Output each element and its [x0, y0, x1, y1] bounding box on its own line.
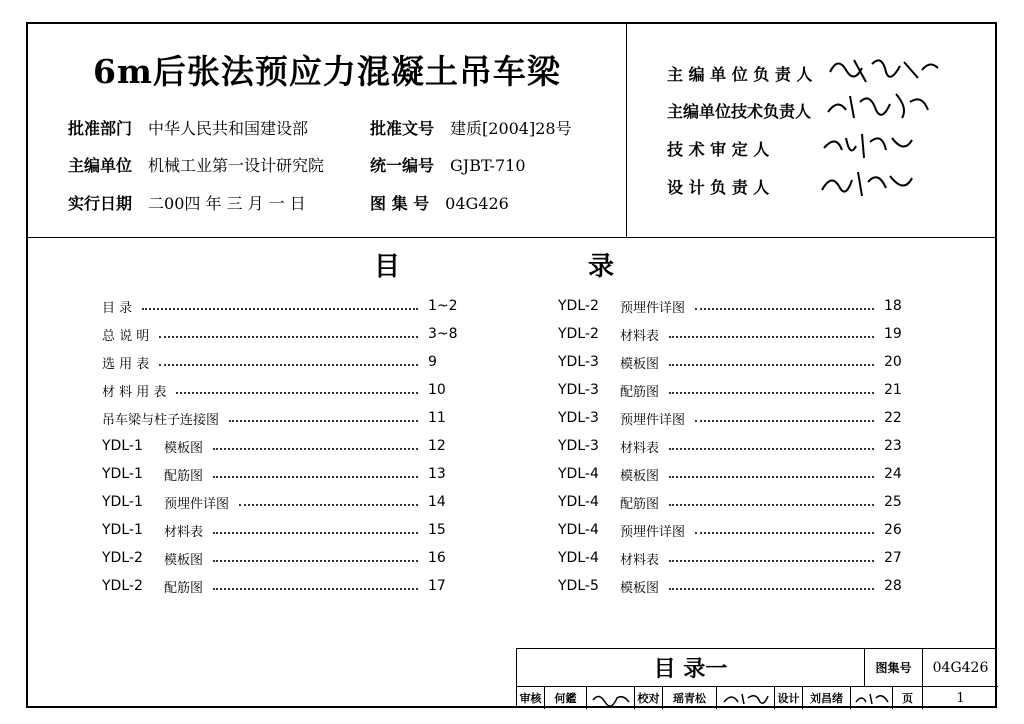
- toc-item[interactable]: [102, 572, 462, 600]
- toc-item[interactable]: [558, 488, 918, 516]
- check-label: 校对: [635, 687, 663, 709]
- review-name: 何鑑: [545, 687, 587, 709]
- atlas-title: 6m后张法预应力混凝土吊车梁: [93, 52, 561, 91]
- check-signature-mark: [722, 690, 770, 706]
- toc-item-code: YDL-3: [558, 438, 599, 454]
- toc-item-name: 材料表: [164, 524, 204, 540]
- review-signature-mark: [591, 690, 631, 706]
- toc-item[interactable]: [558, 348, 918, 376]
- toc-item-code: YDL-1: [102, 466, 143, 482]
- toc-item-page: 15: [428, 522, 446, 538]
- toc-item-code: YDL-4: [558, 466, 599, 482]
- toc-item[interactable]: [102, 432, 462, 460]
- info-label: 实行日期: [68, 194, 133, 213]
- resp-design-head: 设 计 负 责 人: [667, 178, 770, 197]
- toc-item-page: 26: [884, 522, 902, 538]
- toc-item[interactable]: [102, 376, 462, 404]
- toc-item[interactable]: [558, 432, 918, 460]
- toc-right-column: [558, 292, 918, 600]
- toc-item-page: 27: [884, 550, 902, 566]
- toc-item-code: YDL-3: [558, 410, 599, 426]
- review-label: 审核: [517, 687, 545, 709]
- title-block: [516, 648, 997, 708]
- toc-item-name: 目 录: [102, 300, 133, 316]
- info-value: 04G426: [445, 194, 509, 213]
- check-name: 瑶青松: [663, 687, 717, 709]
- atlas-no-label: 图集号: [865, 649, 923, 687]
- toc-item-page: 19: [884, 326, 902, 342]
- toc-item-name: 预埋件详图: [620, 412, 686, 428]
- info-label: 图 集 号: [370, 194, 430, 213]
- toc-left-column: [102, 292, 462, 600]
- toc-item-name: 配筋图: [620, 384, 660, 400]
- toc-item-name: 模板图: [620, 356, 660, 372]
- toc-item[interactable]: [102, 488, 462, 516]
- toc-item-name: 预埋件详图: [620, 300, 686, 316]
- toc-item-page: 16: [428, 550, 446, 566]
- info-effective-date: [68, 191, 306, 214]
- page-number: 1: [956, 690, 965, 706]
- toc-item-page: 22: [884, 410, 902, 426]
- design-label: 设计: [775, 687, 803, 709]
- info-value: 建质[2004]28号: [450, 119, 572, 138]
- toc-item-page: 14: [428, 494, 446, 510]
- sheet-title: 目 录一: [517, 649, 865, 687]
- toc-item-name: 材料表: [620, 328, 660, 344]
- toc-item-name: 吊车梁与柱子连接图: [102, 412, 220, 428]
- toc-item-name: 配筋图: [620, 496, 660, 512]
- toc-item-name: 模板图: [620, 468, 660, 484]
- toc-item[interactable]: [102, 404, 462, 432]
- info-label: 批准文号: [370, 119, 435, 138]
- toc-item[interactable]: [558, 516, 918, 544]
- toc-item-name: 配筋图: [164, 580, 204, 596]
- toc-item[interactable]: [558, 404, 918, 432]
- toc-item-name: 模板图: [164, 552, 204, 568]
- toc-item-code: YDL-3: [558, 382, 599, 398]
- resp-chief-tech-head: 主编单位技术负责人: [667, 102, 812, 121]
- resp-chief-unit-head: 主 编 单 位 负 责 人: [667, 65, 813, 84]
- toc-item-code: YDL-4: [558, 550, 599, 566]
- toc-item-code: YDL-1: [102, 494, 143, 510]
- atlas-no-value: 04G426: [923, 649, 998, 687]
- toc-item[interactable]: [102, 460, 462, 488]
- toc-item-page: 20: [884, 354, 902, 370]
- toc-item[interactable]: [558, 376, 918, 404]
- toc-item-code: YDL-1: [102, 438, 143, 454]
- toc-item-page: 9: [428, 354, 437, 370]
- info-label: 批准部门: [68, 119, 133, 138]
- toc-heading-left: 目: [374, 252, 401, 282]
- design-signature: [851, 687, 893, 709]
- toc-item-name: 总 说 明: [102, 328, 150, 344]
- toc-item-page: 13: [428, 466, 446, 482]
- info-atlas-no: [370, 191, 509, 214]
- toc-item-code: YDL-3: [558, 354, 599, 370]
- toc-item[interactable]: [558, 320, 918, 348]
- toc-item-page: 11: [428, 410, 446, 426]
- info-label: 统一编号: [370, 156, 435, 175]
- toc-item-name: 材料表: [620, 440, 660, 456]
- info-approval-no: [370, 116, 572, 139]
- info-value: 中华人民共和国建设部: [148, 119, 309, 138]
- toc-item-code: YDL-2: [558, 298, 599, 314]
- toc-item[interactable]: [558, 572, 918, 600]
- info-approval-dept: [68, 116, 308, 139]
- toc-item-code: YDL-5: [558, 578, 599, 594]
- toc-item-page: 18: [884, 298, 902, 314]
- toc-item-name: 配筋图: [164, 468, 204, 484]
- toc-item-code: YDL-2: [102, 578, 143, 594]
- toc-item-name: 材 料 用 表: [102, 384, 167, 400]
- toc-item[interactable]: [102, 348, 462, 376]
- toc-item[interactable]: [558, 544, 918, 572]
- toc-item-name: 模板图: [164, 440, 204, 456]
- review-signature: [587, 687, 635, 709]
- page-label: 页: [893, 687, 923, 709]
- toc-item-page: 3~8: [428, 326, 458, 342]
- toc-item[interactable]: [558, 292, 918, 320]
- toc-item-name: 选 用 表: [102, 356, 150, 372]
- toc-item-page: 17: [428, 578, 446, 594]
- toc-item-name: 模板图: [620, 580, 660, 596]
- resp-tech-reviewer: 技 术 审 定 人: [667, 140, 770, 159]
- toc-item-code: YDL-1: [102, 522, 143, 538]
- design-signature-mark: [854, 690, 890, 706]
- header-vertical-divider: [626, 22, 627, 237]
- toc-item-page: 28: [884, 578, 902, 594]
- info-unified-no: [370, 153, 526, 176]
- toc-item[interactable]: [102, 292, 462, 320]
- toc-item-page: 12: [428, 438, 446, 454]
- toc-item[interactable]: [102, 544, 462, 572]
- info-value: GJBT-710: [450, 156, 526, 175]
- toc-item-name: 预埋件详图: [620, 524, 686, 540]
- header-divider: [26, 237, 997, 238]
- toc-item-code: YDL-4: [558, 494, 599, 510]
- toc-item-page: 21: [884, 382, 902, 398]
- toc-item-page: 24: [884, 466, 902, 482]
- toc-item-code: YDL-2: [558, 326, 599, 342]
- info-label: 主编单位: [68, 156, 133, 175]
- toc-item[interactable]: [102, 516, 462, 544]
- info-value: 二00四 年 三 月 一 日: [148, 194, 306, 213]
- info-chief-unit: [68, 153, 324, 176]
- toc-item-code: YDL-4: [558, 522, 599, 538]
- toc-item-page: 25: [884, 494, 902, 510]
- toc-heading-right: 录: [588, 252, 615, 282]
- toc-item[interactable]: [102, 320, 462, 348]
- info-value: 机械工业第一设计研究院: [148, 156, 325, 175]
- design-name: 刘昌绪: [803, 687, 851, 709]
- toc-item-code: YDL-2: [102, 550, 143, 566]
- toc-item-name: 预埋件详图: [164, 496, 230, 512]
- toc-item-page: 23: [884, 438, 902, 454]
- toc-item-page: 1~2: [428, 298, 458, 314]
- check-signature: [717, 687, 775, 709]
- toc-item[interactable]: [558, 460, 918, 488]
- toc-item-name: 材料表: [620, 552, 660, 568]
- toc-item-page: 10: [428, 382, 446, 398]
